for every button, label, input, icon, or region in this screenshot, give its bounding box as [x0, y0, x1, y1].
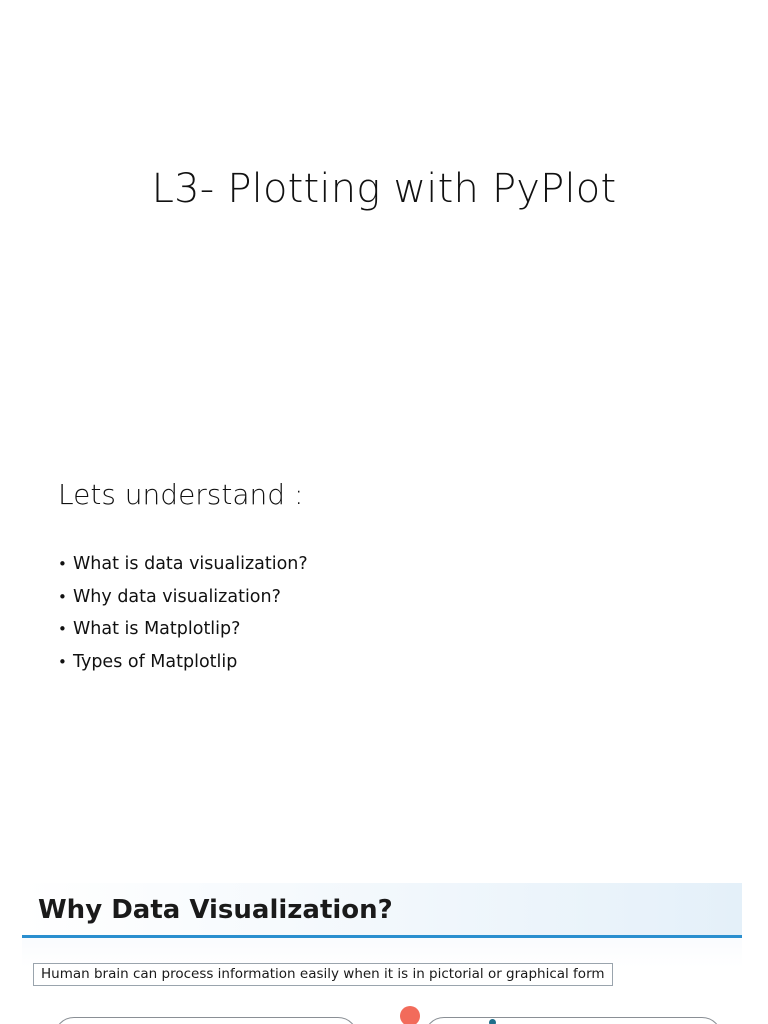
agenda-item: [58, 548, 308, 581]
slide-title: L3- Plotting with PyPlot: [151, 166, 617, 212]
why-slide-title: Why Data Visualization?: [38, 895, 393, 925]
agenda-list: [58, 548, 308, 678]
title-slide: [0, 0, 768, 300]
agenda-heading: Lets understand :: [58, 478, 304, 511]
agenda-item: [58, 581, 308, 614]
agenda-item-text: Why data visualization?: [73, 586, 281, 607]
header-divider: [22, 935, 742, 938]
bullet-icon: •: [58, 652, 67, 671]
why-data-visualization-slide: [22, 883, 742, 1024]
agenda-item-text: What is data visualization?: [73, 554, 308, 574]
left-rounded-panel: [54, 1017, 358, 1024]
agenda-slide: [0, 460, 768, 720]
agenda-item: [58, 646, 308, 679]
bullet-icon: •: [58, 555, 67, 573]
bullet-icon: •: [58, 620, 67, 638]
bullet-icon: •: [58, 587, 67, 606]
agenda-item: [58, 613, 308, 646]
agenda-item-text: What is Matplotlip?: [73, 619, 241, 639]
callout-box: Human brain can process information easily when it is in pictorial or graphical form: [33, 963, 613, 986]
right-rounded-panel: [424, 1017, 722, 1024]
red-dot-icon: [400, 1006, 420, 1024]
agenda-item-text: Types of Matplotlip: [73, 651, 238, 672]
teal-dot-icon: [489, 1019, 496, 1024]
